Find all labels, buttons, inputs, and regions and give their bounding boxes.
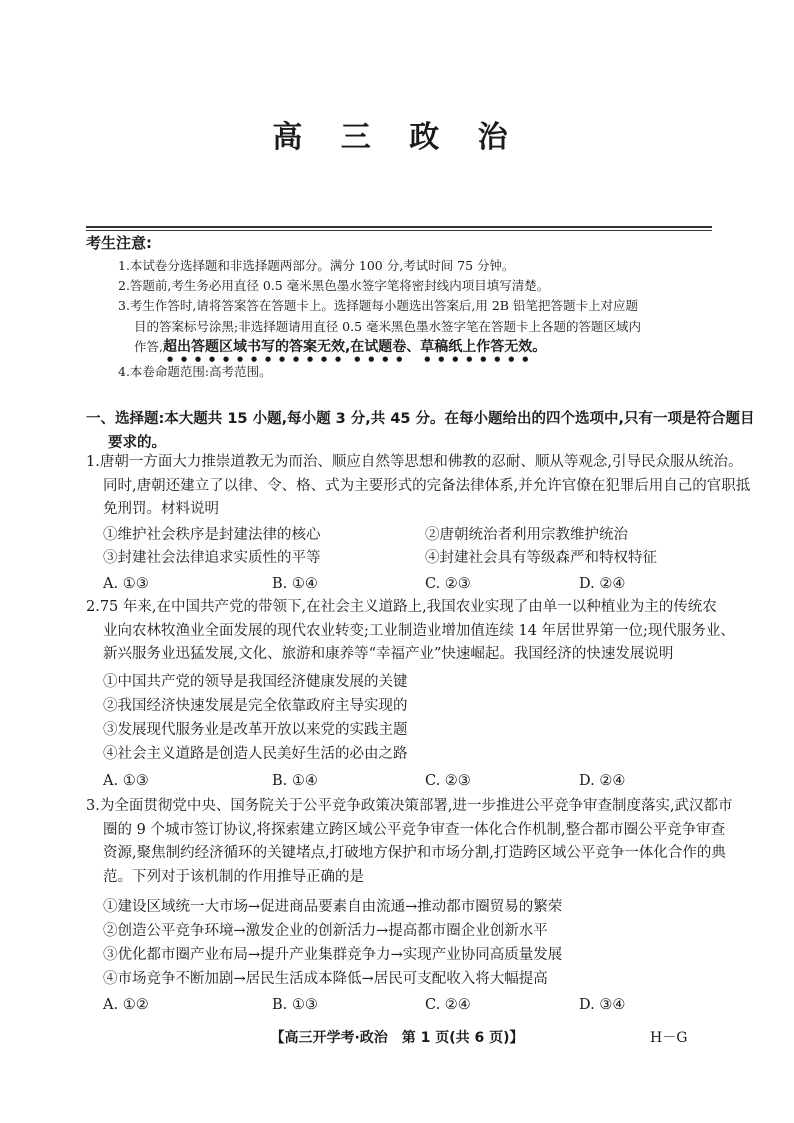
- q2-option-4: ④社会主义道路是创造人民美好生活的必由之路: [103, 746, 408, 762]
- notice-heading: 考生注意:: [86, 234, 152, 252]
- question-1-stem: [86, 451, 750, 522]
- q2-choice-a: A. ①③: [103, 773, 149, 789]
- question-2-stem: [86, 596, 735, 667]
- q3-line-1: 3.为全面贯彻党中央、国务院关于公平竞争政策决策部署,进一步推进公平竞争审查制度落实,武汉都市: [86, 798, 733, 814]
- q1-line-3: 免刑罚。材料说明: [103, 501, 219, 517]
- q2-line-1: 2.75 年来,在中国共产党的带领下,在社会主义道路上,我国农业实现了由单一以种植业为主的传统农: [86, 599, 717, 615]
- q3-option-2: ②创造公平竞争环境→激发企业的创新活力→提高都市圈企业创新水平: [103, 923, 548, 939]
- q1-option-3: ③封建社会法律追求实质性的平等: [103, 550, 321, 566]
- q1-choice-b: B. ①④: [272, 576, 318, 592]
- notice-item-3: 3.考生作答时,请将答案答在答题卡上。选择题每小题选出答案后,用 2B 铅笔把答题卡上对应题: [118, 298, 638, 313]
- q2-line-2: 业向农林牧渔业全面发展的现代农业转变;工业制造业增加值连续 14 年居世界第一位;现代服务业、: [103, 622, 735, 639]
- q1-choice-c: C. ②③: [425, 576, 471, 592]
- q2-option-3: ③发展现代服务业是改革开放以来党的实践主题: [103, 722, 408, 738]
- section-heading-line-1: 一、选择题:本大题共 15 小题,每小题 3 分,共 45 分。在每小题给出的四个选项中,只有一项是符合题目: [86, 411, 755, 427]
- q1-option-1: ①维护社会秩序是封建法律的核心: [103, 527, 321, 543]
- header-rule-thick: [86, 226, 712, 228]
- paper-code: H－G: [650, 1030, 688, 1046]
- q3-option-4: ④市场竞争不断加剧→居民生活成本降低→居民可支配收入将大幅提高: [103, 971, 548, 987]
- q2-choice-b: B. ①④: [272, 773, 318, 789]
- q3-option-3: ③优化都市圈产业布局→提升产业集群竞争力→实现产业协同高质量发展: [103, 947, 563, 963]
- q3-choice-a: A. ①②: [103, 997, 149, 1013]
- q3-choice-b: B. ①③: [272, 997, 318, 1013]
- q2-choice-c: C. ②③: [425, 773, 471, 789]
- notice-item-4: 4.本卷命题范围:高考范围。: [118, 364, 272, 379]
- q3-line-3: 资源,聚焦制约经济循环的关键堵点,打破地方保护和市场分割,打造跨区域公平竞争一体化合作的典: [103, 845, 726, 861]
- page-title: 高 三 政 治: [272, 120, 522, 155]
- notice-item-3-end-text: 作答,: [134, 339, 163, 354]
- notice-emphasis: 超出答题区域书写的答案无效,在试题卷、草稿纸上作答无效。: [162, 339, 547, 355]
- q1-option-2: ②唐朝统治者利用宗教维护统治: [425, 527, 628, 543]
- q3-line-4: 范。下列对于该机制的作用推导正确的是: [103, 868, 364, 885]
- q2-option-2: ②我国经济快速发展是完全依靠政府主导实现的: [103, 698, 408, 714]
- q1-line-2: 同时,唐朝还建立了以律、令、格、式为主要形式的完备法律体系,并允许官僚在犯罪后用自己的官职抵: [103, 477, 751, 494]
- header-rule-thin: [86, 230, 712, 231]
- notice-item-3-cont: 目的答案标号涂黑;非选择题请用直径 0.5 毫米黑色墨水签字笔在答题卡上各题的答题区域内: [134, 319, 642, 334]
- notice-item-1: 1.本试卷分选择题和非选择题两部分。满分 100 分,考试时间 75 分钟。: [118, 258, 515, 273]
- q3-option-1: ①建设区域统一大市场→促进商品要素自由流通→推动都市圈贸易的繁荣: [103, 899, 563, 915]
- question-3-stem: [86, 795, 733, 889]
- q2-line-3: 新兴服务业迅猛发展,文化、旅游和康养等“幸福产业”快速崛起。我国经济的快速发展说明: [103, 646, 674, 662]
- q1-choice-a: A. ①③: [103, 576, 149, 592]
- q1-choice-d: D. ②④: [579, 576, 626, 592]
- q1-option-4: ④封建社会具有等级森严和特权特征: [425, 550, 657, 566]
- section-heading: [86, 407, 755, 455]
- q1-line-1: 1.唐朝一方面大力推崇道教无为而治、顺应自然等思想和佛教的忍耐、顺从等观念,引导民众服从统治。: [86, 454, 743, 470]
- page-footer: 【高三开学考·政治 第 1 页(共 6 页)】: [270, 1030, 524, 1046]
- q3-line-2: 圈的 9 个城市签订协议,将探索建立跨区域公平竞争审查一体化合作机制,整合都市圈公平竞争审查: [103, 821, 726, 838]
- q2-option-1: ①中国共产党的领导是我国经济健康发展的关键: [103, 674, 408, 690]
- q2-choice-d: D. ②④: [579, 773, 626, 789]
- notice-item-2: 2.答题前,考生务必用直径 0.5 毫米黑色墨水签字笔将密封线内项目填写清楚。: [118, 278, 550, 293]
- section-heading-line-2: 要求的。: [108, 435, 166, 451]
- notice-item-3-end: [134, 337, 546, 363]
- q3-choice-c: C. ②④: [425, 997, 471, 1013]
- q3-choice-d: D. ③④: [579, 997, 626, 1013]
